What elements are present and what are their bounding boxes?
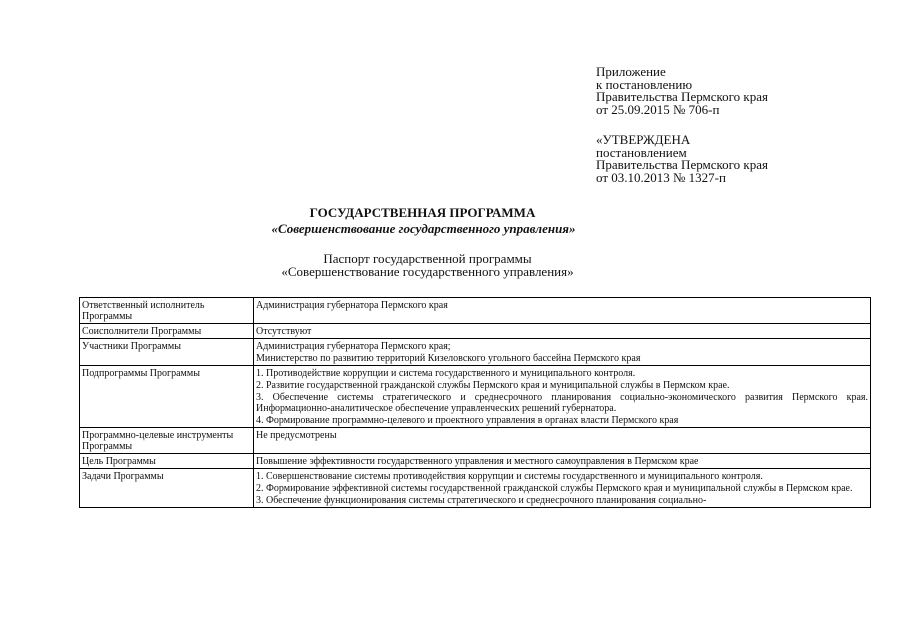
table-row xyxy=(80,298,871,324)
row-label: Задачи Программы xyxy=(80,469,254,508)
row-label: Соисполнители Программы xyxy=(80,324,254,339)
row-label: Цель Программы xyxy=(80,454,254,469)
table-row xyxy=(80,454,871,469)
table-row xyxy=(80,324,871,339)
row-value xyxy=(254,298,871,324)
passport-heading-line-2: «Совершенствование государственного управления» xyxy=(281,264,574,279)
appendix-line: к постановлению xyxy=(596,76,693,92)
value-paragraph: 1. Совершенствование системы противодействия коррупции и системы государственного и муниципального контроля. xyxy=(256,471,763,482)
value-paragraph: Администрация губернатора Пермского края; xyxy=(256,341,451,352)
appendix-line: Приложение xyxy=(596,64,666,79)
row-value xyxy=(254,324,871,339)
appendix-line: Правительства Пермского края xyxy=(596,89,768,104)
value-paragraph: 3. Обеспечение функционирования системы стратегического и среднесрочного планирования социально- xyxy=(256,495,707,506)
value-paragraph: 1. Противодействие коррупции и система государственного и муниципального контроля. xyxy=(256,368,636,379)
title-line-2: «Совершенствование государственного управления» xyxy=(271,221,576,236)
table-row xyxy=(80,428,871,454)
value-paragraph: 2. Формирование эффективной системы государственной гражданской службы Пермского края и муниципальной службы в Пермском крае. xyxy=(256,483,853,494)
table-row xyxy=(80,366,871,428)
approved-line: «УТВЕРЖДЕНА xyxy=(596,132,691,147)
value-paragraph: Отсутствуют xyxy=(256,326,312,337)
row-label: Подпрограммы Программы xyxy=(80,366,254,428)
appendix-note xyxy=(596,66,768,116)
row-label: Участники Программы xyxy=(80,339,254,366)
row-value xyxy=(254,339,871,366)
table-row xyxy=(80,469,871,508)
approved-line: постановлением xyxy=(596,144,687,160)
row-value xyxy=(254,454,871,469)
value-paragraph: 3. Обеспечение системы стратегического и среднесрочного планирования социально-экономического развития Пермского края. Информационно-аналитическое обеспечение управленческих решений губернатора. xyxy=(256,392,868,414)
row-label: Программно-целевые инструменты Программы xyxy=(80,428,254,454)
value-paragraph: 4. Формирование программно-целевого и проектного управления в органах власти Пермского края xyxy=(256,415,679,426)
passport-table xyxy=(79,297,871,508)
row-value xyxy=(254,366,871,428)
passport-heading xyxy=(0,252,905,278)
document-title xyxy=(0,205,905,237)
title-line-1: ГОСУДАРСТВЕННАЯ ПРОГРАММА xyxy=(309,205,536,220)
value-paragraph: Повышение эффективности государственного управления и местного самоуправления в Пермском крае xyxy=(256,456,699,467)
value-paragraph: 2. Развитие государственной гражданской службы Пермского края и муниципальной службы в Пермском крае. xyxy=(256,380,730,391)
approved-line: Правительства Пермского края xyxy=(596,157,768,172)
value-paragraph: Администрация губернатора Пермского края xyxy=(256,300,448,311)
appendix-line: от 25.09.2015 № 706-п xyxy=(596,101,720,117)
approved-line: от 03.10.2013 № 1327-п xyxy=(596,169,726,185)
value-paragraph: Не предусмотрены xyxy=(256,430,337,441)
passport-heading-line-1: Паспорт государственной программы xyxy=(323,251,532,266)
row-value xyxy=(254,469,871,508)
row-value xyxy=(254,428,871,454)
table-row xyxy=(80,339,871,366)
value-paragraph: Министерство по развитию территорий Кизеловского угольного бассейна Пермского края xyxy=(256,353,641,364)
row-label: Ответственный исполнитель Программы xyxy=(80,298,254,324)
approved-note xyxy=(596,134,768,184)
